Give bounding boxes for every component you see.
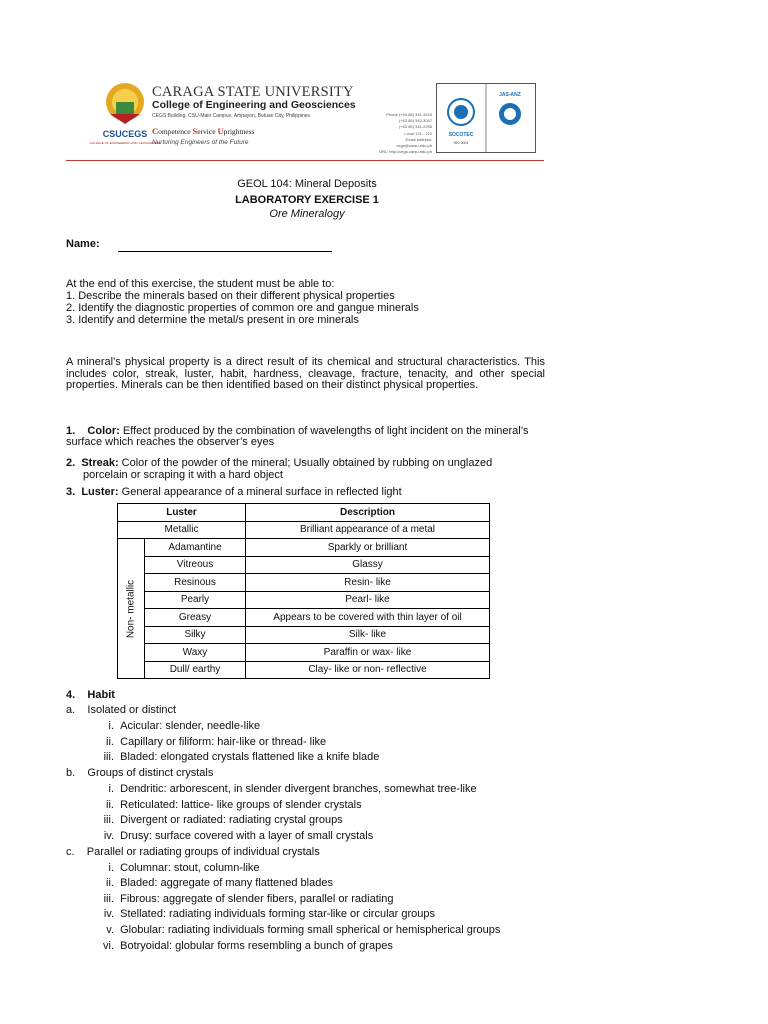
intro-paragraph: A mineral’s physical property is a direct result of its chemical and structural characteristics. This includes color, streak, luster, habit, hardness, cleavage, fracture, tenacity, and other special properties. Minerals can be then identified based on their distinct physical properties. <box>66 356 545 391</box>
table-row: Greasy Appears to be covered with thin layer of oil <box>118 609 490 627</box>
csu-cegs-logo <box>89 80 161 154</box>
habit-group-c: c. Parallel or radiating groups of individual crystals <box>66 846 320 858</box>
college-address: CEGS Building, CSU-Main Campus, Ampayon, Butuan City, Philippines <box>152 113 311 119</box>
name-blank-line <box>118 251 332 252</box>
list-item: iii. Bladed: elongated crystals flattened like a knife blade <box>103 751 380 763</box>
property-streak: 2. Streak: Color of the powder of the mineral; Usually obtained by rubbing on unglazed <box>66 457 493 469</box>
list-item: iv. Drusy: surface covered with a layer of small crystals <box>103 830 374 842</box>
contact-info: Phone (+63 85) 341-3249 (+63 85) 342-3047 (+63 85) 341-2296 Local 121 - 122 Email address: cegs@carsu.edu.ph URL: http://cegs.carsu.edu.ph <box>379 112 432 155</box>
property-luster: 3. Luster: General appearance of a mineral surface in reflected light <box>66 486 402 498</box>
table-row: Pearly Pearl- like <box>118 591 490 609</box>
objective-item: 2. Identify the diagnostic properties of common ore and gangue minerals <box>66 302 419 314</box>
list-item: ii. Bladed: aggregate of many flattened blades <box>106 877 333 889</box>
svg-text:ISO 9001: ISO 9001 <box>453 141 469 145</box>
table-row: Metallic Brilliant appearance of a metal <box>118 521 490 539</box>
socotec-icon <box>448 99 474 125</box>
property-color-cont: surface which reaches the observer’s eyes <box>66 436 275 448</box>
table-row: Vitreous Glassy <box>118 556 490 574</box>
table-row: Resinous Resin- like <box>118 574 490 592</box>
table-row: Waxy Paraffin or wax- like <box>118 644 490 662</box>
objective-item: 1. Describe the minerals based on their different physical properties <box>66 290 395 302</box>
list-item: v. Globular: radiating individuals forming small spherical or hemispherical groups <box>106 924 501 936</box>
jas-anz-icon <box>499 103 521 125</box>
table-row: Non- metallic Adamantine Sparkly or brilliant <box>118 539 490 557</box>
ribbon-icon <box>110 114 140 124</box>
university-name: CARAGA STATE UNIVERSITY <box>152 84 354 100</box>
objective-item: 3. Identify and determine the metal/s present in ore minerals <box>66 314 359 326</box>
habit-heading: 4. Habit <box>66 689 115 701</box>
habit-group-a: a. Isolated or distinct <box>66 704 177 716</box>
tagline: Nurturing Engineers of the Future <box>152 139 249 146</box>
table-header-row <box>118 504 490 522</box>
list-item: vi. Botryoidal: globular forms resembling a bunch of grapes <box>103 940 393 952</box>
table-row: Dull/ earthy Clay- like or non- reflective <box>118 661 490 679</box>
list-item: i. Dendritic: arborescent, in slender divergent branches, somewhat tree-like <box>108 783 477 795</box>
property-streak-cont: porcelain or scraping it with a hard object <box>83 469 283 481</box>
header-luster: Luster <box>118 504 246 522</box>
objectives-intro: At the end of this exercise, the student must be able to: <box>66 278 335 290</box>
motto: Competence Service Uprightness <box>152 126 255 136</box>
list-item: iv. Stellated: radiating individuals forming star-like or circular groups <box>103 908 435 920</box>
list-item: i. Acicular: slender, needle-like <box>108 720 261 732</box>
list-item: ii. Capillary or filiform: hair-like or thread- like <box>106 736 327 748</box>
nonmetallic-label: Non- metallic <box>118 539 145 679</box>
table-row: Silky Silk- like <box>118 626 490 644</box>
header-divider <box>66 160 544 161</box>
luster-table <box>117 503 490 679</box>
list-item: ii. Reticulated: lattice- like groups of slender crystals <box>106 799 362 811</box>
svg-text:SOCOTEC: SOCOTEC <box>448 132 474 138</box>
course-title: GEOL 104: Mineral Deposits <box>237 178 377 190</box>
habit-group-b: b. Groups of distinct crystals <box>66 767 214 779</box>
certification-badges <box>436 83 536 153</box>
list-item: i. Columnar: stout, column-like <box>108 862 260 874</box>
logo-text: CSUCEGS <box>102 129 148 139</box>
exercise-title: LABORATORY EXERCISE 1 <box>235 194 379 206</box>
property-color: 1. Color: Effect produced by the combination of wavelengths of light incident on the mineral’s <box>66 425 529 437</box>
topic-title: Ore Mineralogy <box>269 208 345 220</box>
logo-subtext: COLLEGE OF ENGINEERING AND GEOSCIENCES <box>89 141 161 145</box>
list-item: iii. Fibrous: aggregate of slender fibers, parallel or radiating <box>103 893 394 905</box>
header-description: Description <box>246 504 490 522</box>
name-label: Name: <box>66 238 100 250</box>
svg-text:JAS-ANZ: JAS-ANZ <box>499 92 521 98</box>
leaf-icon <box>116 102 134 116</box>
college-name: College of Engineering and Geosciences <box>152 99 356 111</box>
list-item: iii. Divergent or radiated: radiating crystal groups <box>103 814 343 826</box>
